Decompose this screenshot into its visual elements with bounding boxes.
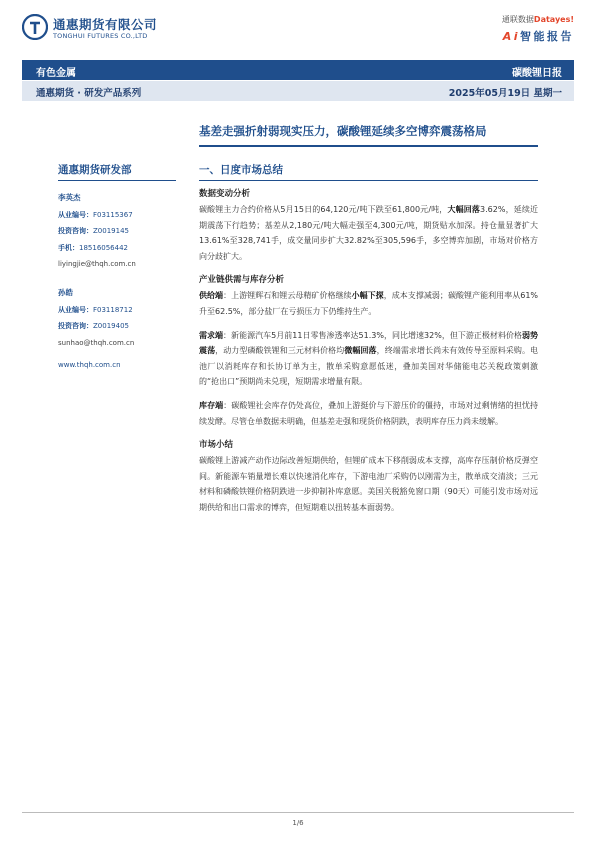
emphasis: 大幅回落 (447, 205, 481, 214)
text-run: ，终端需求增长尚未有效传导至原料采购。电池厂以消耗库存和长协订单为主，散单采购意愿低迷，叠加美国对华储能电芯关税政策刺激的“抢出口”预期尚未兑现，短期需求增量有限。 (199, 346, 539, 387)
tonghui-logo-icon (22, 14, 48, 40)
sidebar-heading: 通惠期货研发部 (58, 164, 132, 176)
phone-label: 手机： (58, 243, 79, 252)
paragraph-data-analysis (199, 202, 538, 264)
analyst-card (58, 285, 134, 351)
paragraph-market-summary: 碳酸锂上游减产动作边际改善短期供给，但锂矿成本下移削弱成本支撑，高库存压制价格反弹空间。新能源车销量增长难以快速消化库存，下游电池厂采购仍以刚需为主，散单成交清淡；三元材料和磷酸铁锂价格阴跌进一步抑制补库意愿。美国关税豁免窗口期（90天）可能引发市场对远期供给和出口需求的博弈，但短期难以扭转基本面弱势。 (199, 456, 538, 512)
license-label: 从业编号： (58, 210, 93, 219)
text-run: ，成本支撑减弱；碳酸锂产能利用率从61%升至62.5%，部分盐厂在亏损压力下仍维持生产。 (199, 291, 539, 316)
advisor-label: 投资咨询： (58, 322, 93, 330)
datayes-brand (502, 14, 574, 25)
series-label: 通惠期货 · 研发产品系列 (36, 88, 142, 99)
subheading-data-analysis: 数据变动分析 (199, 189, 251, 199)
analyst-email[interactable]: sunhao@thqh.com.cn (58, 338, 135, 347)
report-title: 基差走强折射弱现实压力，碳酸锂延续多空博弈震荡格局 (199, 124, 487, 138)
section-heading: 一、日度市场总结 (199, 164, 283, 176)
phone-value: 18516056442 (79, 243, 128, 252)
company-name-en: TONGHUI FUTURES CO.,LTD (53, 32, 148, 40)
footer-divider (22, 812, 574, 813)
text-run: ：碳酸锂社会库存仍处高位，叠加上游挺价与下游压价的僵持，市场对过剩情绪的担忧持续发酵。尽管仓单数据未明确，但基差走强和现货价格阴跌，表明库存压力尚未缓解。 (199, 400, 539, 426)
analyst-name: 李英杰 (58, 193, 81, 202)
page-number: 1/6 (292, 819, 304, 827)
title-divider (199, 145, 538, 147)
paragraph-supply (199, 288, 538, 319)
text-run: ：新能源汽车5月前11日零售渗透率达51.3%，同比增速32%，但下游正极材料价格 (223, 330, 522, 340)
text-run: ，动力型磷酸铁锂和三元材料价格均 (215, 346, 345, 356)
datayes-prefix: 通联数据 (501, 15, 534, 24)
category-band (22, 60, 574, 80)
text-run: 碳酸锂主力合约价格从5月15日的64,120元/吨下跌至61,800元/吨， (199, 205, 448, 214)
company-logo (22, 14, 222, 44)
emphasis: 微幅回落 (344, 346, 377, 356)
report-type: 碳酸锂日报 (512, 68, 562, 79)
emphasis: 小幅下探 (351, 291, 384, 301)
license-label: 从业编号： (58, 305, 93, 314)
license-value: F03118712 (93, 305, 133, 314)
website-link[interactable]: www.thqh.com.cn (58, 361, 121, 369)
advisor-label: 投资咨询： (58, 227, 93, 235)
advisor-value: Z0019145 (93, 227, 129, 235)
ai-report-label (503, 28, 574, 44)
company-name-cn: 通惠期货有限公司 (53, 17, 158, 32)
subheading-supply-demand: 产业链供需与库存分析 (199, 275, 285, 286)
ai-report-text: 智能报告 (520, 30, 574, 43)
sidebar-divider (58, 180, 176, 181)
text-run: ：上游锂辉石和锂云母精矿价格继续 (223, 291, 352, 301)
datayes-name: Datayes! (533, 15, 574, 24)
emphasis: 弱势震荡 (199, 330, 538, 356)
analyst-email[interactable]: liyingjie@thqh.com.cn (58, 260, 136, 268)
analyst-card (58, 190, 136, 273)
analyst-name: 孙皓 (58, 288, 73, 297)
emphasis: 供给端 (199, 291, 224, 301)
text-run: 3.62%，延续近期震荡下行趋势；基差从2,180元/吨大幅走强至4,300元/吨，期货贴水加深。持仓量显著扩大13.61%至328,741手，成交量同步扩大32.82%至305,596手，多空博弈加剧，市场对价格方向分歧扩大。 (199, 205, 538, 261)
paragraph-inventory (199, 398, 538, 429)
subheading-market-summary: 市场小结 (199, 440, 234, 451)
report-date: 2025年05月19日 星期一 (448, 88, 562, 99)
advisor-value: Z0019405 (93, 322, 129, 330)
emphasis: 库存端 (199, 400, 224, 410)
report-body (199, 186, 538, 516)
ai-mark: Ai (502, 30, 520, 43)
category-label: 有色金属 (36, 68, 76, 79)
paragraph-demand (199, 328, 538, 390)
license-value: F03115367 (93, 210, 133, 219)
emphasis: 需求端 (199, 330, 224, 340)
section-divider (199, 180, 538, 181)
series-band (22, 81, 574, 101)
